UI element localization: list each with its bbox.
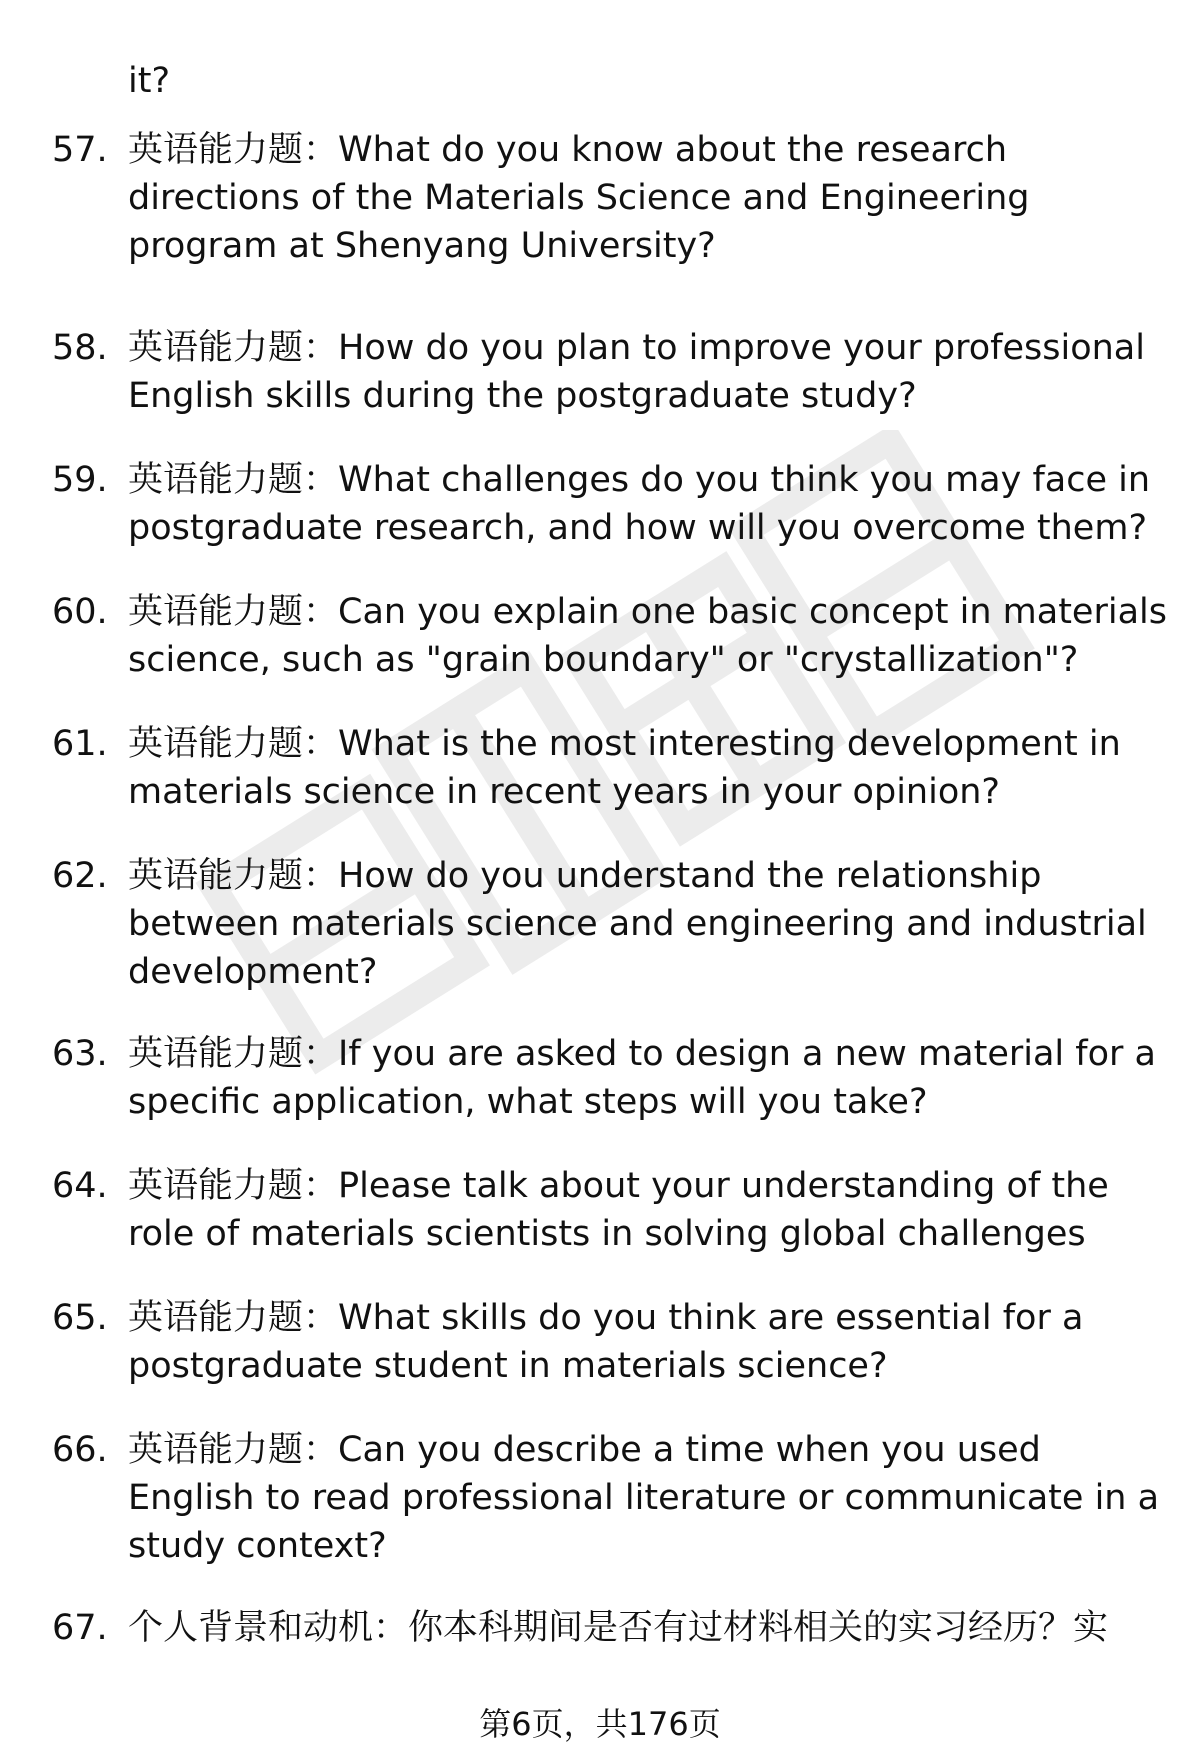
question-line: study context? (128, 1526, 387, 1566)
question-text (128, 588, 1168, 684)
question-text (128, 1030, 1168, 1126)
question-line: postgraduate research, and how will you overcome them? (128, 508, 1148, 548)
question-line: Can you describe a time when you used (338, 1430, 1041, 1470)
question-number: 67. (52, 1608, 108, 1648)
question-number: 61. (52, 724, 108, 764)
question-text (128, 852, 1168, 996)
question-number: 62. (52, 856, 108, 896)
question-line: English skills during the postgraduate study? (128, 376, 917, 416)
question-line: How do you plan to improve your professional (338, 328, 1145, 368)
question-line: postgraduate student in materials science? (128, 1346, 888, 1386)
question-number: 64. (52, 1166, 108, 1206)
question-line: 你本科期间是否有过材料相关的实习经历？实 (408, 1608, 1109, 1648)
question-category: 个人背景和动机： (128, 1608, 409, 1648)
question-line: How do you understand the relationship (338, 856, 1042, 896)
question-number: 57. (52, 130, 108, 170)
question-text (128, 1604, 1168, 1652)
question-number: 63. (52, 1034, 108, 1074)
question-text (128, 456, 1168, 552)
page-footer: 第6页，共176页 (479, 1705, 721, 1743)
question-text (128, 324, 1168, 420)
question-category: 英语能力题： (128, 328, 339, 368)
question-line: Can you explain one basic concept in materials (338, 592, 1167, 632)
question-number: 58. (52, 328, 108, 368)
question-text (128, 1294, 1168, 1390)
question-number: 66. (52, 1430, 108, 1470)
question-category: 英语能力题： (128, 856, 339, 896)
question-line: program at Shenyang University? (128, 226, 716, 266)
question-line: materials science in recent years in your opinion? (128, 772, 1000, 812)
question-text (128, 1162, 1168, 1258)
question-line: specific application, what steps will you take? (128, 1082, 928, 1122)
question-line: role of materials scientists in solving global challenges (128, 1214, 1086, 1254)
question-line: What skills do you think are essential for a (338, 1298, 1084, 1338)
question-category: 英语能力题： (128, 460, 339, 500)
question-line: science, such as "grain boundary" or "crystallization"? (128, 640, 1079, 680)
question-line: directions of the Materials Science and Engineering (128, 178, 1030, 218)
question-category: 英语能力题： (128, 592, 339, 632)
question-line: What do you know about the research (338, 130, 1007, 170)
question-line: If you are asked to design a new material for a (338, 1034, 1156, 1074)
question-category: 英语能力题： (128, 1034, 339, 1074)
question-number: 65. (52, 1298, 108, 1338)
question-line: What challenges do you think you may face in (338, 460, 1151, 500)
question-line: English to read professional literature or communicate in a (128, 1478, 1160, 1518)
question-category: 英语能力题： (128, 130, 339, 170)
question-text (128, 720, 1168, 816)
question-category: 英语能力题： (128, 1298, 339, 1338)
continuation-text: it? (128, 61, 171, 101)
question-text (128, 1426, 1168, 1570)
question-line: What is the most interesting development in (338, 724, 1121, 764)
question-line: between materials science and engineering and industrial (128, 904, 1147, 944)
question-category: 英语能力题： (128, 724, 339, 764)
question-line: Please talk about your understanding of the (338, 1166, 1109, 1206)
question-category: 英语能力题： (128, 1166, 339, 1206)
question-line: development? (128, 952, 378, 992)
question-category: 英语能力题： (128, 1430, 339, 1470)
question-number: 60. (52, 592, 108, 632)
question-text (128, 126, 1168, 270)
question-number: 59. (52, 460, 108, 500)
